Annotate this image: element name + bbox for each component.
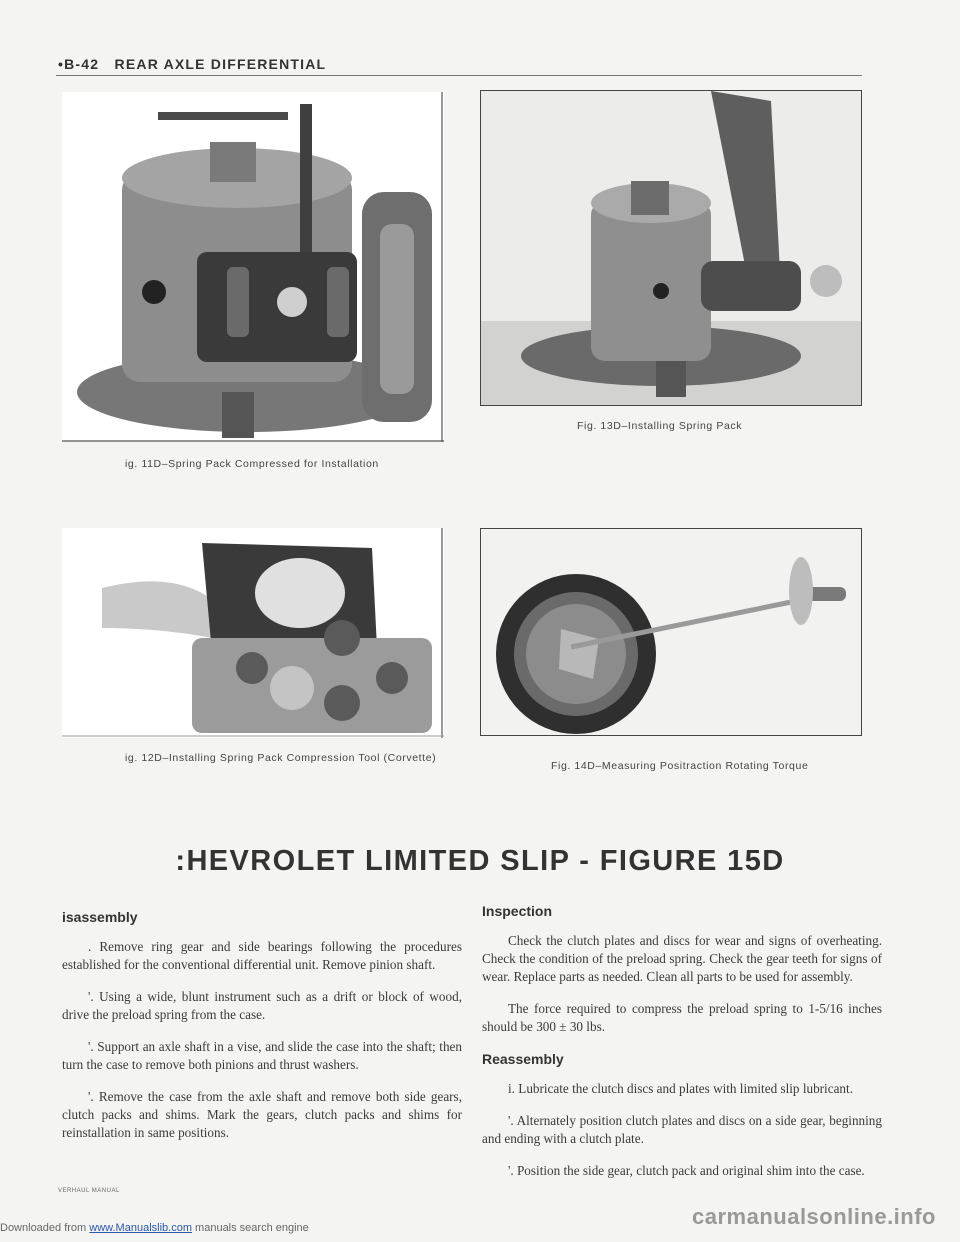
reassembly-heading: Reassembly <box>482 1051 564 1067</box>
figure-11d-photo <box>62 92 444 442</box>
section-title: :HEVROLET LIMITED SLIP - FIGURE 15D <box>175 845 785 877</box>
reassembly-step: '. Alternately position clutch plates and discs on a side gear, beginning and ending with a clutch plate. <box>482 1113 882 1146</box>
page-header-title: REAR AXLE DIFFERENTIAL <box>114 56 327 72</box>
disassembly-heading: isassembly <box>62 909 138 925</box>
download-notice <box>0 1222 309 1234</box>
manual-tag: VERHAUL MANUAL <box>58 1188 120 1194</box>
watermark: carmanualsonline.info <box>692 1204 936 1229</box>
disassembly-step: '. Remove the case from the axle shaft and remove both side gears, clutch packs and shims. Mark the gears, clutch packs and shims for reinstallation in same positions. <box>62 1089 462 1140</box>
reassembly-step: i. Lubricate the clutch discs and plates with limited slip lubricant. <box>508 1081 853 1096</box>
inspection-heading: Inspection <box>482 903 553 919</box>
spring-pack-install-illustration <box>481 91 861 405</box>
inspection-paragraph: Check the clutch plates and discs for wear and signs of overheating. Check the condition of the preload spring. Check the gear teeth for signs of wear. Replace parts as needed. Clean all parts to be used for assembly. <box>482 933 882 984</box>
figure-13d-photo <box>480 90 862 406</box>
download-suffix: manuals search engine <box>195 1222 309 1234</box>
page-header <box>58 56 326 72</box>
figure-14d-caption: Fig. 14D–Measuring Positraction Rotating Torque <box>551 760 809 772</box>
figure-14d-photo <box>480 528 862 736</box>
manualslib-link[interactable]: www.Manualslib.com <box>89 1222 192 1234</box>
disassembly-step: '. Using a wide, blunt instrument such as a drift or block of wood, drive the preload spring from the case. <box>62 989 462 1022</box>
header-rule <box>56 75 862 76</box>
reassembly-step: '. Position the side gear, clutch pack and original shim into the case. <box>508 1163 865 1178</box>
differential-case-illustration <box>62 92 444 442</box>
figure-13d-caption: Fig. 13D–Installing Spring Pack <box>577 420 743 432</box>
disassembly-step: . Remove ring gear and side bearings following the procedures established for the conventional differential unit. Remove pinion shaft. <box>62 939 462 972</box>
figure-12d-photo <box>62 528 444 738</box>
torque-wrench-illustration <box>481 529 861 735</box>
disassembly-column <box>62 908 462 1156</box>
download-prefix: Downloaded from <box>0 1222 87 1234</box>
inspection-reassembly-column <box>482 902 882 1194</box>
preload-spring-spec: The force required to compress the preload spring to 1-5/16 inches should be 300 ± 30 lbs. <box>482 1001 882 1034</box>
disassembly-step: '. Support an axle shaft in a vise, and slide the case into the shaft; then turn the case to remove both pinions and thrust washers. <box>62 1039 462 1072</box>
figure-12d-caption: ig. 12D–Installing Spring Pack Compression Tool (Corvette) <box>125 752 437 764</box>
figure-11d-caption: ig. 11D–Spring Pack Compressed for Installation <box>125 458 379 470</box>
compression-tool-illustration <box>62 528 444 738</box>
page-code: •B-42 <box>58 56 100 72</box>
